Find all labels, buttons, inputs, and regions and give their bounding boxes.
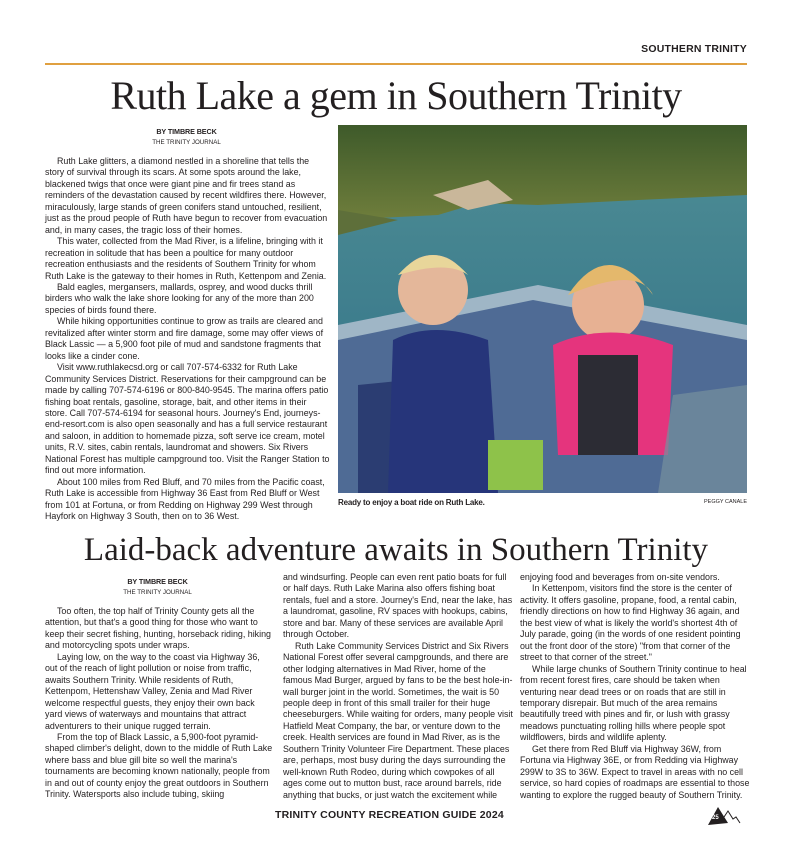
article2-headline: Laid-back adventure awaits in Southern Trinity: [83, 532, 709, 568]
header-rule: [45, 63, 747, 65]
paragraph: This water, collected from the Mad River, is a lifeline, bringing with it recreation in solitude that has been a poultice for many outdoor recreation enthusiasts and the residents of Southern Trinity for whom Ruth Lake is the gateway to their homes in Ruth, Kettenpom and Zenia.: [45, 236, 327, 281]
paragraph: While hiking opportunities continue to grow as trails are cleared and revitalized after winter storm and fire damage, some may offer views of Black Lassic — a 5,900 foot pile of mud and sandstone fragments that looks like a cinder cone.: [45, 316, 324, 361]
paragraph: Laying low, on the way to the coast via Highway 36, out of the reach of light pollution or noise from traffic, awaits Southern Trinity. While residents of Ruth, Kettenpom, Hettenshaw Valley, Zenia and Mad River welcome respectful guests, they enjoy their own back yard views of waterways and mountains that attract adventurers to their unique rugged terrain.: [45, 651, 260, 731]
byline-author: BY TIMBRE BECK: [156, 127, 217, 136]
article1-byline: [45, 127, 328, 146]
paragraph: and windsurfing. People can even rent patio boats for full or half days. Ruth Lake Marina also offers fishing boat rentals, fuel and a store. Journey's End, near the lake, has a laundromat, gasoline, RV spaces with hookups, cabins, store and bar. Many of these services are available April through October.: [283, 572, 513, 640]
page-number: 25: [712, 815, 719, 821]
paragraph: While large chunks of Southern Trinity continue to heal from recent forest fires, care should be taken when venturing near dead trees or on roads that are still in temporary disrepair. But much of the area remains beautifully treed with pines and fir, or lush with grassy meadows punctuating rolling hills where people spot wildflowers, birds and wildlife aplenty.: [520, 663, 747, 743]
photo-caption: Ready to enjoy a boat ride on Ruth Lake.: [338, 498, 485, 507]
paragraph: Ruth Lake Community Services District and Six Rivers National Forest offer several campgrounds, and there are other lodging alternatives in Mad River, home of the famous Mad Burger, argued by fans to be the best hole-in-wall burger joint in the world. Sometimes, the wait is 50 people deep in front of this small trailer for their huge cheeseburgers. While waiting for orders, many people visit Hatfield Meat Company, the bar, or venture down to the creek. Health services are found in Mad River, as is the Southern Trinity Volunteer Fire Department. These places are, perhaps, most busy during the days surrounding the well-known Ruth Rodeo, during which cowpokes of all ages come out to mutton bust, race around barrels, ride anything that bucks, or just watch the excitement while: [283, 640, 513, 800]
paragraph: About 100 miles from Red Bluff, and 70 miles from the Pacific coast, Ruth Lake is accessible from Highway 36 East from Red Bluff or West from 101 at Fortuna, or from Redding on Highway 299 West through Hayfork on Highway 3 South, then on to 36 West.: [45, 476, 325, 522]
article1-body: [45, 156, 330, 523]
byline-author: BY TIMBRE BECK: [127, 577, 188, 586]
paragraph: From the top of Black Lassic, a 5,900-foot pyramid-shaped climber's delight, down to the middle of Ruth Lake where bass and blue gill bite so well the marina's tournaments are becoming known nationally, people from in and out of county enjoy the great outdoors in Southern Trinity. Watersports also include tubing, skiing: [45, 731, 273, 800]
paragraph: Too often, the top half of Trinity County gets all the attention, but that's a good thing for those who want to keep their secret fishing, hunting, horseback riding, hiking and motorcycling spots under wraps.: [45, 606, 271, 651]
article2-column-1: [45, 606, 273, 801]
lake-boat-photo: [338, 125, 747, 493]
article1-headline: Ruth Lake a gem in Southern Trinity: [110, 73, 682, 118]
footer-title: TRINITY COUNTY RECREATION GUIDE 2024: [275, 809, 504, 821]
byline-publication: THE TRINITY JOURNAL: [123, 589, 192, 596]
section-label: SOUTHERN TRINITY: [641, 43, 747, 55]
paragraph: Visit www.ruthlakecsd.org or call 707-574-6332 for Ruth Lake Community Services District. Reservations for their campground can be made by calling 707-574-6196 or 800-840-9545. The marina offers patio fishing boat rentals, gasoline, storage, bait, and other items in their store. Call 707-574-6194 for seasonal hours. Journey's End, journeys-end-resort.com is also open seasonally and has a full service restaurant and saloon, in addition to homemade pizza, soft serve ice cream, motel units, R.V. sites, cabin rentals, laundromat and showers. Six Rivers National Forest has multiple campground too. Visit the Ranger Station to find out more information.: [45, 362, 330, 476]
paragraph: Bald eagles, mergansers, mallards, osprey, and wood ducks thrill birders who walk the lake shore looking for any of the more than 200 species of birds found there.: [45, 281, 314, 315]
paragraph: Ruth Lake glitters, a diamond nestled in a shoreline that tells the story of survival through its scars. At some spots around the lake, blackened twigs that once were giant pine and fir trees stand as reminders of the devastation caused by recent wildfires there. However, miraculously, large stands of green conifers stand untouched, resilient, just as the proud people of Ruth have begun to recover from evacuation and, in many cases, the tragic loss of their homes.: [45, 156, 328, 235]
article2-byline: [45, 577, 270, 596]
byline-publication: THE TRINITY JOURNAL: [152, 139, 221, 146]
paragraph: In Kettenpom, visitors find the store is the center of activity. It offers gasoline, propane, food, a rental cabin, friendly directions on how to find Highway 36 again, and the best view of what is likely the world's shortest 4th of July parade, going (in the words of one resident pointing out the front door of the store) "from that corner of the street to that corner of the street.": [520, 583, 741, 663]
article2-column-3: [520, 572, 750, 801]
paragraph: Get there from Red Bluff via Highway 36W, from Fortuna via Highway 36E, or from Redding via Highway 299W to 3S to 36W. Expect to travel in areas with no cell service, so hard copies of roadmaps are essential to those wanting to explore the rugged beauty of Southern Trinity.: [520, 743, 750, 800]
paragraph: enjoying food and beverages from on-site vendors.: [520, 572, 720, 582]
photo-credit: PEGGY CANALE: [704, 499, 747, 505]
article2-column-2: [283, 572, 513, 801]
